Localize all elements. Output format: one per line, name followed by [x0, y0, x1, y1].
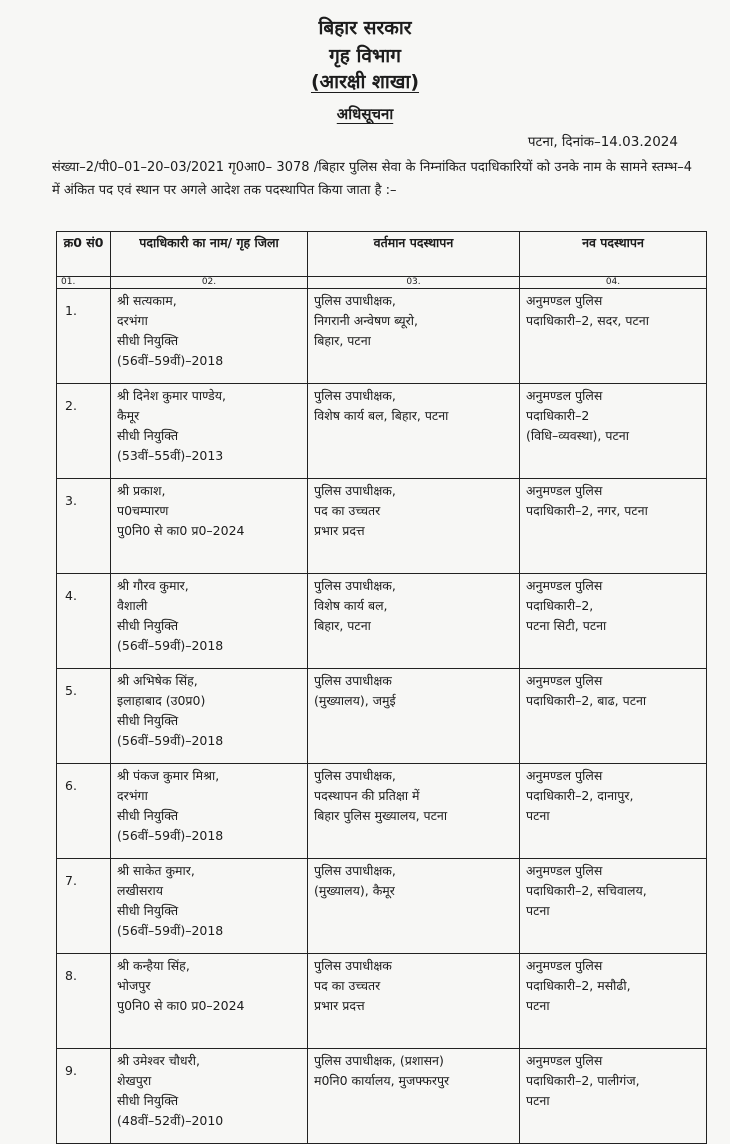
current-posting-line: बिहार, पटना — [314, 618, 371, 633]
new-posting-line: (विधि–व्यवस्था), पटना — [526, 428, 629, 443]
new-posting-line: पदाधिकारी–2 — [526, 408, 590, 423]
officer-name-cell — [111, 954, 308, 1049]
officer-detail-line: श्री गौरव कुमार, — [117, 578, 189, 593]
serial-number: 8. — [57, 954, 111, 1049]
column-header-new-posting: नव पदस्थापन — [520, 232, 707, 277]
current-posting-cell — [308, 669, 520, 764]
new-posting-cell — [520, 1049, 707, 1144]
new-posting-cell — [520, 954, 707, 1049]
serial-number: 6. — [57, 764, 111, 859]
new-posting-cell — [520, 764, 707, 859]
current-posting-cell — [308, 574, 520, 669]
officer-detail-line: श्री कन्हैया सिंह, — [117, 958, 190, 973]
current-posting-cell — [308, 859, 520, 954]
officer-detail-line: श्री पंकज कुमार मिश्रा, — [117, 768, 220, 783]
table-row — [57, 384, 707, 479]
officer-detail-line: प0चम्पारण — [117, 503, 169, 518]
new-posting-line: अनुमण्डल पुलिस — [526, 673, 603, 688]
table-header-row — [57, 232, 707, 277]
place-date: पटना, दिनांक–14.03.2024 — [527, 134, 678, 150]
officer-detail-line: (48वीं–52वीं)–2010 — [117, 1113, 224, 1128]
new-posting-cell — [520, 384, 707, 479]
officer-detail-line: श्री साकेत कुमार, — [117, 863, 195, 878]
new-posting-line: अनुमण्डल पुलिस — [526, 388, 603, 403]
current-posting-line: पुलिस उपाधीक्षक, (प्रशासन) — [314, 1053, 444, 1068]
serial-number: 9. — [57, 1049, 111, 1144]
officer-detail-line: शेखपुरा — [117, 1073, 152, 1088]
table-row — [57, 859, 707, 954]
table-row — [57, 1049, 707, 1144]
officer-name-cell — [111, 289, 308, 384]
current-posting-line: विशेष कार्य बल, बिहार, पटना — [314, 408, 449, 423]
new-posting-line: पदाधिकारी–2, नगर, पटना — [526, 503, 648, 518]
column-header-current-posting: वर्तमान पदस्थापन — [308, 232, 520, 277]
new-posting-line: अनुमण्डल पुलिस — [526, 578, 603, 593]
officer-detail-line: पु0नि0 से का0 प्र0–2024 — [117, 998, 245, 1013]
officer-detail-line: इलाहाबाद (उ0प्र0) — [117, 693, 206, 708]
current-posting-line: पद का उच्चतर — [314, 978, 381, 993]
officer-detail-line: (56वीं–59वीं)–2018 — [117, 353, 224, 368]
new-posting-line: पटना — [526, 808, 550, 823]
officer-detail-line: श्री सत्यकाम, — [117, 293, 177, 308]
serial-number: 2. — [57, 384, 111, 479]
current-posting-cell — [308, 479, 520, 574]
current-posting-line: बिहार पुलिस मुख्यालय, पटना — [314, 808, 448, 823]
officer-detail-line: दरभंगा — [117, 788, 148, 803]
new-posting-line: अनुमण्डल पुलिस — [526, 863, 603, 878]
new-posting-line: पटना — [526, 1093, 550, 1108]
officer-detail-line: सीधी नियुक्ति — [117, 1093, 179, 1108]
serial-number: 1. — [57, 289, 111, 384]
officer-detail-line: (56वीं–59वीं)–2018 — [117, 828, 224, 843]
current-posting-line: (मुख्यालय), कैमूर — [314, 883, 395, 898]
table-row — [57, 669, 707, 764]
officer-detail-line: (56वीं–59वीं)–2018 — [117, 733, 224, 748]
new-posting-line: अनुमण्डल पुलिस — [526, 768, 603, 783]
current-posting-line: पुलिस उपाधीक्षक, — [314, 863, 396, 878]
officer-name-cell — [111, 574, 308, 669]
officer-name-cell — [111, 1049, 308, 1144]
current-posting-cell — [308, 289, 520, 384]
current-posting-line: पदस्थापन की प्रतिक्षा में — [314, 788, 420, 803]
officer-detail-line: सीधी नियुक्ति — [117, 428, 179, 443]
current-posting-line: पुलिस उपाधीक्षक, — [314, 293, 396, 308]
table-row — [57, 479, 707, 574]
branch-title: (आरक्षी शाखा) — [310, 71, 420, 93]
table-body — [57, 289, 707, 1144]
new-posting-line: पदाधिकारी–2, मसौढी, — [526, 978, 631, 993]
current-posting-line: पुलिस उपाधीक्षक — [314, 958, 392, 973]
new-posting-cell — [520, 289, 707, 384]
column-header-name: पदाधिकारी का नाम/ गृह जिला — [111, 232, 308, 277]
officer-detail-line: (56वीं–59वीं)–2018 — [117, 923, 224, 938]
officer-detail-line: (53वीं–55वीं)–2013 — [117, 448, 224, 463]
column-number: 01. — [57, 277, 111, 289]
table-row — [57, 954, 707, 1049]
notice-title: अधिसूचना — [336, 105, 394, 123]
officer-detail-line: लखीसराय — [117, 883, 163, 898]
officer-detail-line: कैमूर — [117, 408, 140, 423]
intro-text: /बिहार पुलिस सेवा के निम्नांकित पदाधिकारियों को उनके नाम के सामने स्तम्भ–4 में अंकित पद एवं स्थान पर अगले आदेश तक पदस्थापित किया जाता है :– — [52, 160, 692, 198]
new-posting-line: पटना — [526, 903, 550, 918]
new-posting-cell — [520, 574, 707, 669]
current-posting-line: म0नि0 कार्यालय, मुजफ्फरपुर — [314, 1073, 450, 1088]
officer-detail-line: भोजपुर — [117, 978, 151, 993]
officer-detail-line: (56वीं–59वीं)–2018 — [117, 638, 224, 653]
new-posting-line: पदाधिकारी–2, पालीगंज, — [526, 1073, 640, 1088]
table-row — [57, 289, 707, 384]
column-number: 02. — [111, 277, 308, 289]
new-posting-line: पदाधिकारी–2, — [526, 598, 594, 613]
department-title: गृह विभाग — [329, 45, 401, 67]
reference-number: संख्या–2/पी0–01–20–03/2021 गृ0आ0– 3078 — [52, 160, 310, 175]
new-posting-line: पदाधिकारी–2, सदर, पटना — [526, 313, 649, 328]
current-posting-line: पुलिस उपाधीक्षक, — [314, 578, 396, 593]
officer-name-cell — [111, 384, 308, 479]
new-posting-cell — [520, 479, 707, 574]
current-posting-line: विशेष कार्य बल, — [314, 598, 388, 613]
officer-detail-line: सीधी नियुक्ति — [117, 808, 179, 823]
current-posting-line: पद का उच्चतर — [314, 503, 381, 518]
officer-detail-line: श्री उमेश्वर चौधरी, — [117, 1053, 200, 1068]
current-posting-line: पुलिस उपाधीक्षक, — [314, 483, 396, 498]
officer-detail-line: सीधी नियुक्ति — [117, 333, 179, 348]
officer-detail-line: दरभंगा — [117, 313, 148, 328]
current-posting-line: पुलिस उपाधीक्षक, — [314, 388, 396, 403]
posting-table — [56, 231, 707, 1144]
column-number-row — [57, 277, 707, 289]
current-posting-cell — [308, 764, 520, 859]
new-posting-line: अनुमण्डल पुलिस — [526, 483, 603, 498]
officer-detail-line: पु0नि0 से का0 प्र0–2024 — [117, 523, 245, 538]
officer-detail-line: श्री प्रकाश, — [117, 483, 166, 498]
column-number: 04. — [520, 277, 707, 289]
officer-name-cell — [111, 479, 308, 574]
table-row — [57, 764, 707, 859]
new-posting-line: अनुमण्डल पुलिस — [526, 1053, 603, 1068]
new-posting-line: अनुमण्डल पुलिस — [526, 293, 603, 308]
new-posting-line: पटना सिटी, पटना — [526, 618, 607, 633]
new-posting-cell — [520, 859, 707, 954]
current-posting-line: प्रभार प्रदत्त — [314, 523, 365, 538]
serial-number: 7. — [57, 859, 111, 954]
current-posting-line: (मुख्यालय), जमुई — [314, 693, 396, 708]
officer-name-cell — [111, 764, 308, 859]
officer-detail-line: सीधी नियुक्ति — [117, 903, 179, 918]
officer-detail-line: सीधी नियुक्ति — [117, 713, 179, 728]
officer-detail-line: श्री दिनेश कुमार पाण्डेय, — [117, 388, 226, 403]
column-header-serial: क्र0 सं0 — [57, 232, 111, 277]
current-posting-line: पुलिस उपाधीक्षक — [314, 673, 392, 688]
current-posting-line: पुलिस उपाधीक्षक, — [314, 768, 396, 783]
current-posting-line: बिहार, पटना — [314, 333, 371, 348]
serial-number: 5. — [57, 669, 111, 764]
officer-detail-line: श्री अभिषेक सिंह, — [117, 673, 198, 688]
new-posting-line: पदाधिकारी–2, बाढ, पटना — [526, 693, 647, 708]
new-posting-line: पदाधिकारी–2, दानापुर, — [526, 788, 634, 803]
current-posting-cell — [308, 1049, 520, 1144]
new-posting-line: अनुमण्डल पुलिस — [526, 958, 603, 973]
current-posting-line: प्रभार प्रदत्त — [314, 998, 365, 1013]
officer-detail-line: सीधी नियुक्ति — [117, 618, 179, 633]
new-posting-line: पदाधिकारी–2, सचिवालय, — [526, 883, 647, 898]
officer-name-cell — [111, 859, 308, 954]
intro-paragraph — [52, 156, 692, 202]
column-number: 03. — [308, 277, 520, 289]
current-posting-cell — [308, 954, 520, 1049]
current-posting-cell — [308, 384, 520, 479]
officer-detail-line: वैशाली — [117, 598, 148, 613]
serial-number: 4. — [57, 574, 111, 669]
new-posting-line: पटना — [526, 998, 550, 1013]
government-title: बिहार सरकार — [318, 17, 412, 39]
officer-name-cell — [111, 669, 308, 764]
table-row — [57, 574, 707, 669]
serial-number: 3. — [57, 479, 111, 574]
current-posting-line: निगरानी अन्वेषण ब्यूरो, — [314, 313, 418, 328]
new-posting-cell — [520, 669, 707, 764]
